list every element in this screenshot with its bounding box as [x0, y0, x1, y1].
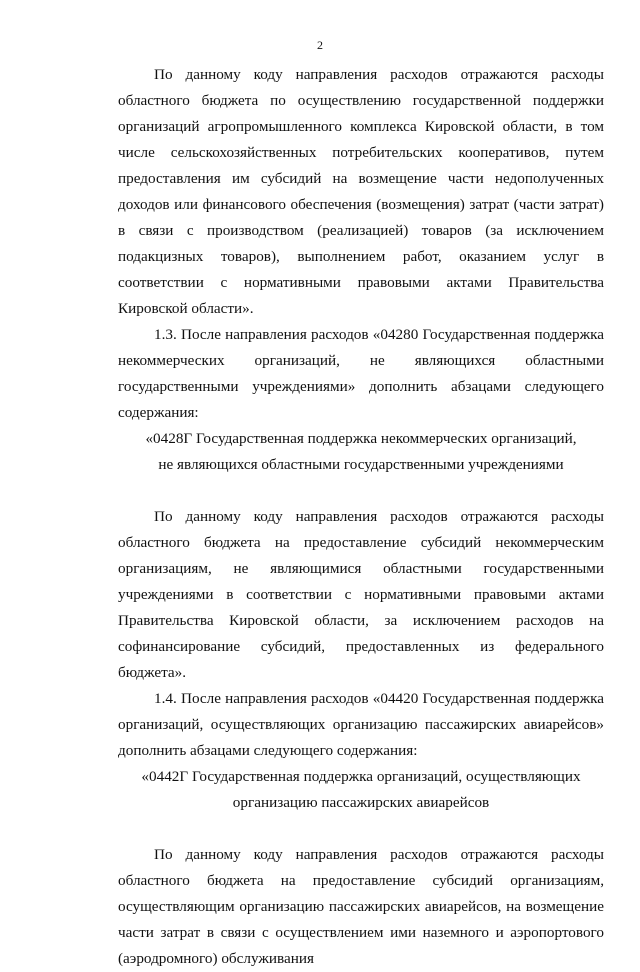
page-number: 2 — [317, 38, 323, 52]
heading-0442g-line-2: организацию пассажирских авиарейсов — [232, 794, 490, 811]
heading-0442g-line-1: «0442Г Государственная поддержка организаций, осуществляющих — [141, 768, 581, 785]
paragraph-aviation-subsidies: По данному коду направления расходов отражаются расходы областного бюджета на предоставление субсидий организациям, осуществляющим организацию пассажирских авиарейсов, на возмещение части затрат в связи с осуществлением ими наземного и аэропортового (аэродромного) обслуживания — [118, 846, 604, 967]
heading-0428g-line-1: «0428Г Государственная поддержка некоммерческих организаций, — [145, 430, 577, 447]
paragraph-section-1-4: 1.4. После направления расходов «04420 Государственная поддержка организаций, осуществляющих организацию пассажирских авиарейсов» дополнить абзацами следующего содержания: — [118, 690, 604, 759]
document-body — [118, 62, 604, 972]
paragraph-section-1-3: 1.3. После направления расходов «04280 Государственная поддержка некоммерческих организаций, не являющихся областными государственными учреждениями» дополнить абзацами следующего содержания: — [118, 326, 604, 421]
heading-0442g — [118, 764, 604, 816]
paragraph-agro-support: По данному коду направления расходов отражаются расходы областного бюджета по осуществлению государственной поддержки организаций агропромышленного комплекса Кировской области, в том числе сельскохозяйственных потребительских кооперативов, путем предоставления им субсидий на возмещение части недополученных доходов или финансового обеспечения (возмещения) затрат (части затрат) в связи с производством (реализацией) товаров (за исключением подакцизных товаров), выполнением работ, оказанием услуг в соответствии с нормативными правовыми актами Правительства Кировской области». — [118, 66, 604, 317]
paragraph-nonprofit-subsidies: По данному коду направления расходов отражаются расходы областного бюджета на предоставление субсидий некоммерческим организациям, не являющимися областными государственными учреждениями в соответствии с нормативными правовыми актами Правительства Кировской области, за исключением расходов на софинансирование субсидий, предоставленных из федерального бюджета». — [118, 508, 604, 681]
heading-0428g — [118, 426, 604, 478]
heading-0428g-line-2: не являющихся областными государственными учреждениями — [158, 456, 564, 473]
